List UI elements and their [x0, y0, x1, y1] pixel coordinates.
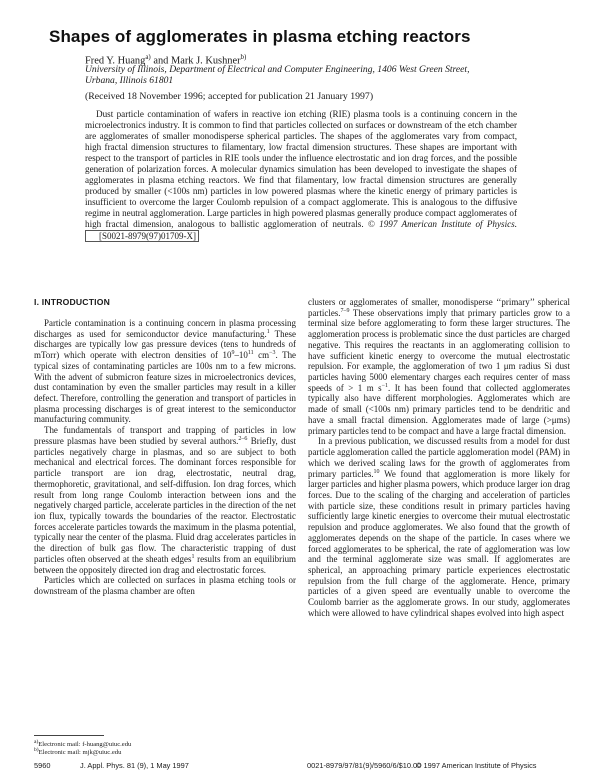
intro-paragraph-3: Particles which are collected on surfaces in plasma etching tools or downstream of the plasma chamber are often — [34, 575, 296, 596]
affiliation-line-1: University of Illinois, Department of Electrical and Computer Engineering, 1406 West Green Street, — [85, 64, 470, 75]
abstract-copyright: © 1997 American Institute of Physics. — [367, 219, 518, 229]
footer-journal: J. Appl. Phys. 81 (9), 1 May 1997 — [80, 761, 189, 770]
received-dates: (Received 18 November 1996; accepted for publication 21 January 1997) — [85, 91, 374, 102]
abstract — [85, 109, 517, 242]
author-mark-a: a) — [145, 53, 151, 61]
author-conjunction: and — [150, 55, 171, 67]
paper-title: Shapes of agglomerates in plasma etching reactors — [49, 27, 471, 46]
affiliation — [85, 64, 555, 87]
intro-paragraph-3-continued: clusters or agglomerates of smaller, monodisperse ‘‘primary’’ spherical particles.$^{7-9}$ These observations imply that primary particles grow to a terminal size before agglomerating to form these larger structures. The agglomeration process is problematic since the dust particles are charged negative. This requires the reactants in an agglomerating collision to have sufficient kinetic energy to overcome the mutual electrostatic repulsion. For example, the agglomeration of two 1 μm radius Si dust particles having 5000 elementary charges each requires center of mass speeds of > 1 m $s^{-1}$. It has been found that collected agglomerates typically also have different morphologies. Agglomerates which are made of small (<100s nm) primary particles tend to be dendritic and have a small fractal dimension. Agglomerates made of large (>μms) primary particles tend to be compact and have a large fractal dimension. — [308, 297, 570, 436]
footnote-b: $^{b)}$Electronic mail: mjk@uiuc.edu — [34, 747, 122, 757]
intro-paragraph-4: In a previous publication, we discussed results from a model for dust particle agglomeration called the particle agglomeration model (PAM) in which we derived scaling laws for the growth of agglomerates from primary particles.$^{10}$ We found that agglomeration is more likely for larger particles and higher plasma powers, which produce larger ion drag forces. Due to the scaling of the charging and acceleration of particles with particle size, these conditions result in primary particles having sufficiently large kinetic energies to overcome their mutual electrostatic repulsion and produce agglomerates. We also found that the growth of agglomerates depends on the shape of the particle. In cases where we forced agglomerates to be spherical, the rate of agglomeration was low and the terminal agglomerate size was small. If agglomerates are spherical, an approaching primary particle experiences electrostatic repulsion from the full charge of the agglomerate. Hence, primary particles of a given speed are eventually unable to overcome the Coulomb barrier as the agglomerate grows. In our study, agglomerates which were allowed to have cylindrical shapes evolved into high aspect — [308, 436, 570, 618]
intro-paragraph-2: The fundamentals of transport and trapping of particles in low pressure plasmas have been studied by several authors.$^{2-6}$ Briefly, dust particles negatively charge in plasmas, and so are subject to both mechanical and electrical forces. The dominant forces responsible for particle transport are ion drag, electrostatic, neutral drag, thermophoretic, gravitational, and self-diffusion. Ion drag forces, which result from long range Coulomb interaction between ions and the negatively charged particle, accelerate particles in the direction of the net ion flux, typically towards the boundaries of the reactor. Electrostatic forces accelerate particles towards the maximum in the plasma potential, typically near the center of the plasma. Fluid drag accelerates particles in the direction of bulk gas flow. The characteristic trapping of dust particles often observed at the sheath edges$^1$ results from an equilibrium between the oppositely directed ion drag and electrostatic forces. — [34, 425, 296, 575]
abstract-text: Dust particle contamination of wafers in reactive ion etching (RIE) plasma tools is a continuing concern in the microelectronics industry. It is common to find that particles collected on surfaces or downstream of the etch chamber are agglomerates of smaller monodisperse spherical particles. The shapes of the agglomerates vary from compact, high fractal dimension structures to filamentary, low fractal dimension structures. These shapes are important with respect to the transport of particles in RIE tools under the influence electrostatic and ion drag forces, and the possible generation of polarization forces. A molecular dynamics simulation has been developed to investigate the shapes of agglomerates in plasma etching reactors. We find that filamentary, low fractal dimension structures are generally produced by smaller (<100s nm) particles in low powered plasmas where the kinetic energy of primary particles is insufficient to overcome the larger Coulomb repulsion of a compact agglomerate. This is analogous to the diffusive regime in neutral agglomeration. Large particles in high powered plasmas generally produce compact agglomerates of high fractal dimension, analogous to ballistic agglomeration of neutrals. — [85, 109, 517, 229]
left-column — [34, 297, 296, 597]
intro-paragraph-1: Particle contamination is a continuing concern in plasma processing discharges as used for semiconductor device manufacturing.$^1$ These discharges are typically low gas pressure devices (tens to hundreds of mTorr) which operate with electron densities of $10^9-10^{11}$ $cm^{-3}$. The typical sizes of contaminating particles are 100s nm to a few microns. With the advent of submicron feature sizes in microelectronics devices, dust contamination by even the smaller particles may result in a killer defect. Therefore, controlling the generation and transport of particles in plasma processing discharges is of great interest to the semiconductor manufacturing community. — [34, 318, 297, 425]
author-huang: Fred Y. Huang — [85, 55, 146, 67]
right-column — [308, 297, 570, 619]
footer-page-number: 5960 — [34, 761, 51, 770]
abstract-pii: [S0021-8979(97)01709-X] — [85, 230, 199, 242]
footnote-rule — [34, 735, 104, 736]
footer-code: 0021-8979/97/81(9)/5960/6/$10.00 — [307, 761, 422, 770]
footnote-a: $^{a)}$Electronic mail: f-huang@uiuc.edu — [34, 739, 132, 749]
affiliation-line-2: Urbana, Illinois 61801 — [85, 75, 174, 87]
author-kushner: Mark J. Kushner — [170, 55, 241, 67]
footer-copyright: © 1997 American Institute of Physics — [416, 761, 537, 770]
section-heading-introduction: I. INTRODUCTION — [34, 297, 111, 307]
author-mark-b: b) — [240, 53, 247, 61]
